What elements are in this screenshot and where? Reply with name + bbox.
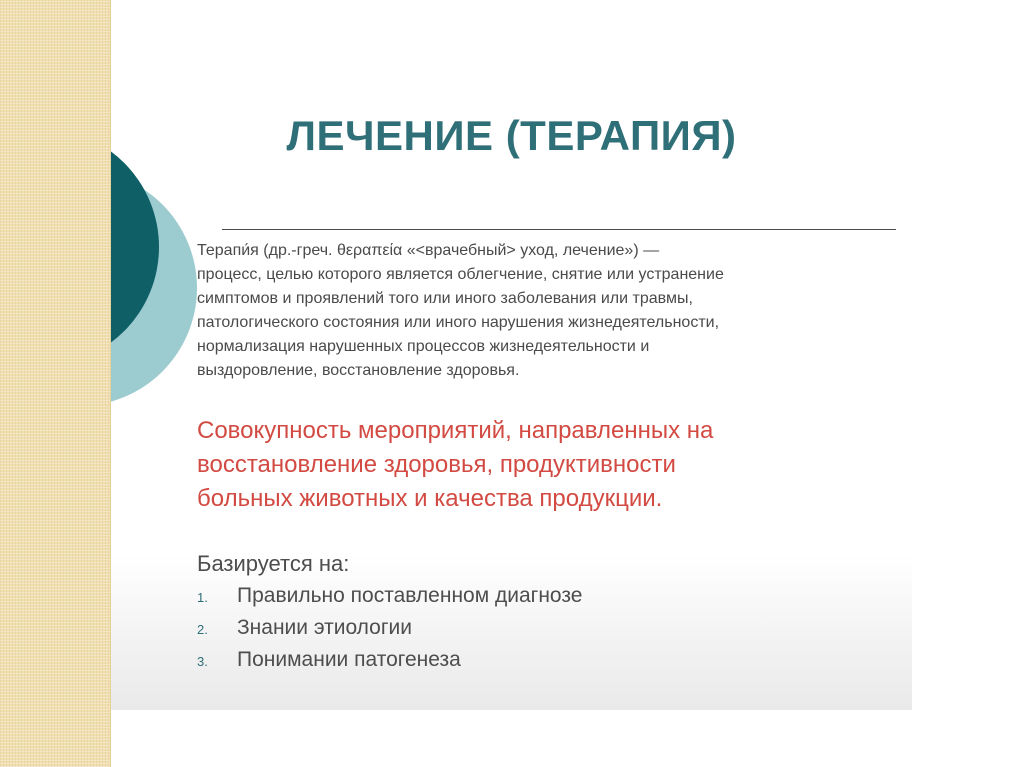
list-item-text: Понимании патогенеза xyxy=(237,648,461,671)
list-item xyxy=(197,616,582,648)
list-item-text: Правильно поставленном диагнозе xyxy=(237,584,583,607)
basis-list xyxy=(197,584,582,680)
list-item-text: Знании этиологии xyxy=(237,616,412,639)
definition-line: процесс, целью которого является облегчение, снятие или устранение xyxy=(197,266,724,283)
definition-paragraph xyxy=(197,239,887,383)
definition-line: Терапи́я (др.-греч. θεραπεία «<врачебный> уход, лечение») — xyxy=(197,242,660,259)
slide-title: ЛЕЧЕНИЕ (ТЕРАПИЯ) xyxy=(286,112,737,159)
definition-line: симптомов и проявлений того или иного заболевания или травмы, xyxy=(197,290,693,307)
definition-line: патологического состояния или иного нарушения жизнедеятельности, xyxy=(197,314,720,331)
highlight-line: восстановление здоровья, продуктивности xyxy=(197,451,676,478)
basis-heading: Базируется на: xyxy=(197,551,350,576)
slide xyxy=(111,0,912,710)
list-item xyxy=(197,648,582,680)
title-divider xyxy=(222,229,896,230)
list-item-number: 1. xyxy=(197,590,208,605)
highlight-statement xyxy=(197,414,897,516)
definition-line: нормализация нарушенных процессов жизнедеятельности и xyxy=(197,338,650,355)
list-item xyxy=(197,584,582,616)
list-item-number: 2. xyxy=(197,622,208,637)
decorative-side-strip xyxy=(0,0,111,767)
definition-line: выздоровление, восстановление здоровья. xyxy=(197,362,520,379)
list-item-number: 3. xyxy=(197,654,208,669)
highlight-line: Совокупность мероприятий, направленных на xyxy=(197,417,714,444)
highlight-line: больных животных и качества продукции. xyxy=(197,485,663,512)
